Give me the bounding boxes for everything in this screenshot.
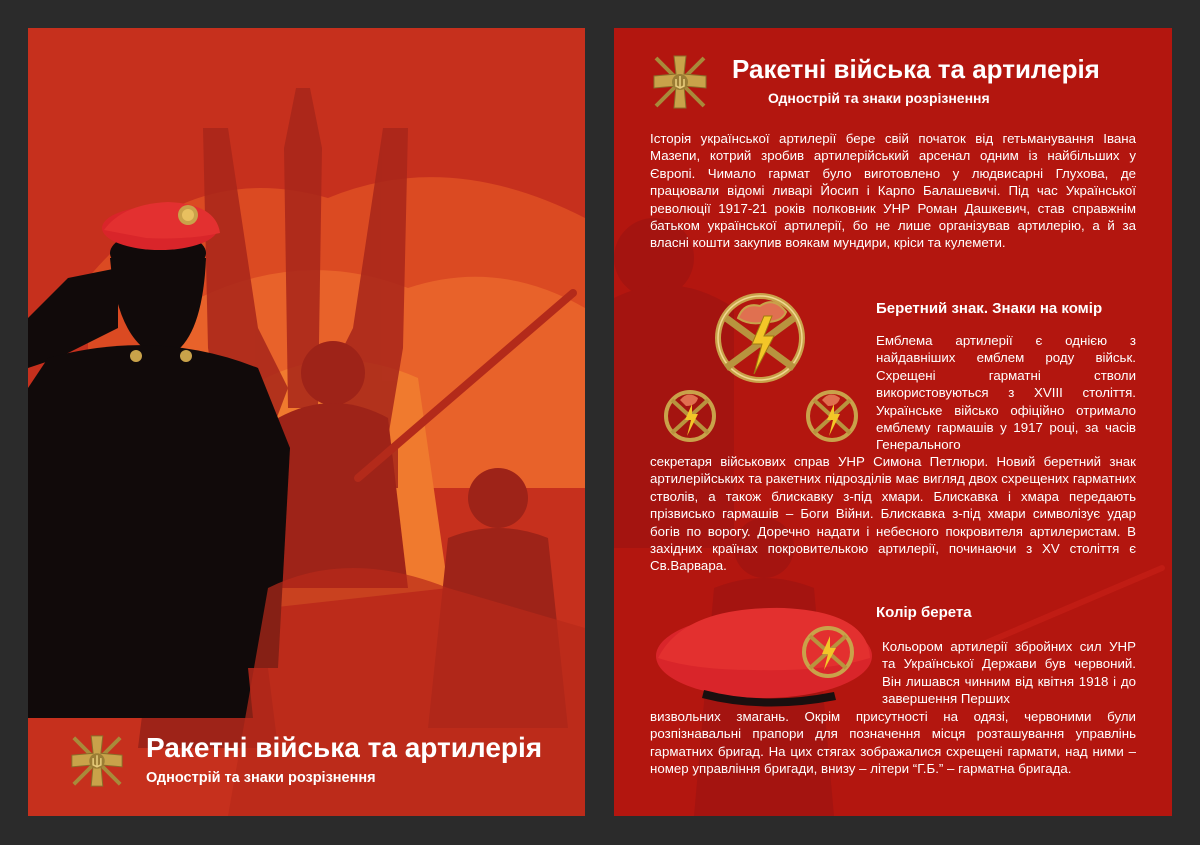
cross-emblem-icon bbox=[650, 52, 710, 112]
info-page bbox=[614, 28, 1172, 816]
beret-color-paragraph-intro: Кольором артилерії збройних сил УНР та Української Держави був червоний. Він лишався чинним від квітня 1918 і до завершення Перших bbox=[882, 639, 1136, 707]
badge-paragraph-intro: Емблема артилерії є однією з найдавніших емблем роду військ. Схрещені гарматні стволи використовуються з XVIII століття. Українське військо офіційно отримало емблему гармашів у 1917 році, за часів Генерального bbox=[876, 333, 1136, 453]
cover-title: Ракетні війська та артилерія bbox=[146, 732, 543, 763]
page-header bbox=[650, 50, 1160, 120]
beret-badge-icon bbox=[718, 296, 802, 380]
cover-title-block bbox=[68, 730, 578, 800]
cover-subtitle: Однострій та знаки розрізнення bbox=[146, 770, 376, 786]
red-beret-image bbox=[644, 596, 879, 708]
page-title: Ракетні війська та артилерія bbox=[732, 54, 1100, 84]
collar-badge-left-icon bbox=[666, 392, 714, 440]
beret-color-paragraph: визвольних змагань. Окрім присутності на одязі, червоними були розпізнавальні прапори для позначення місця розташування управлінь гарматних бригад. На цих стягах зображалися схрещені гармати, над ними – номер управління бригади, внизу – літери “Г.Б.” – гарматна бригада. bbox=[650, 709, 1136, 777]
badge-paragraph: секретаря військових справ УНР Симона Петлюри. Новий беретний знак артилерійських та ракетних підрозділів має вигляд двох схрещених гарматних стволів, а також блискавку з-під хмари. Блискавка і хмара передають прізвисько гармашів – Боги Війни. Блискавка з-під хмари символізує удар богів по ворогу. Доречно надати і небесного покровителя артилеристам. В західних країнах покровителькою артилерії, починаючи з XV століття є Св.Варвара. bbox=[650, 454, 1136, 574]
beret-color-heading: Колір берета bbox=[876, 604, 972, 621]
page-subtitle: Однострій та знаки розрізнення bbox=[768, 90, 990, 106]
cover-artwork bbox=[28, 28, 585, 816]
badge-section-heading: Беретний знак. Знаки на комір bbox=[876, 300, 1103, 317]
collar-badge-right-icon bbox=[808, 392, 856, 440]
artillery-badges-image bbox=[654, 288, 874, 448]
cross-emblem-icon bbox=[68, 732, 126, 790]
cover-page bbox=[28, 28, 585, 816]
history-paragraph: Історія української артилерії бере свій початок від гетьманування Івана Мазепи, котрий зробив артилерійський арсенал одним із найбільших у Європі. Чимало гармат було виготовлено у людвисарні Глухова, де працювали відомі ливарі Йосип і Карпо Балашевичі. Під час Української революції 1917-21 років полковник УНР Роман Дашкевич, став справжнім батьком української артилерії, бо не лише організував артилерію, а й за власні кошти закупив воякам мундири, кріси та кулемети. bbox=[650, 131, 1136, 251]
